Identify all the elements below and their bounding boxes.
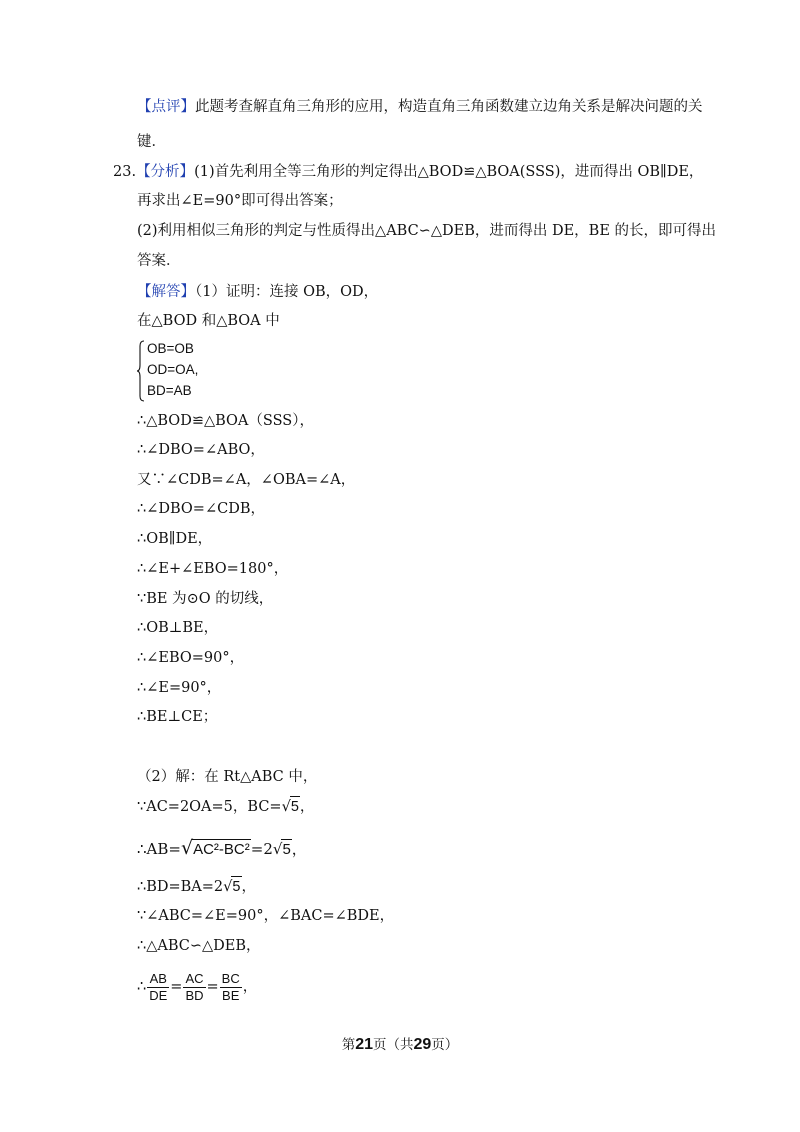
review-text: 此题考查解直角三角形的应用，构造直角三角函数建立边角关系是解决问题的关 <box>195 99 703 115</box>
review-line-2: 键． <box>137 134 166 150</box>
fraction <box>183 971 205 1004</box>
denominator: DE <box>149 987 168 1003</box>
analysis-line-4: 答案． <box>137 253 181 269</box>
brace-icon <box>137 340 145 402</box>
step-line: ∴∠EBO=90°， <box>137 650 245 666</box>
punct: ， <box>242 979 258 995</box>
review-tag: 【点评】 <box>137 99 195 115</box>
analysis-line-3: (2)利用相似三角形的判定与性质得出△ABC∽△DEB，进而得出 DE，BE 的长，即可得出 <box>137 223 717 239</box>
page-footer <box>0 1033 800 1054</box>
solution-line-2: 在△BOD 和△BOA 中 <box>137 313 280 329</box>
fraction <box>220 971 242 1004</box>
part2-l3-text: ∴BD=BA=2 <box>137 879 224 895</box>
sqrt-expression: √5 <box>282 796 300 817</box>
radicand: 5 <box>290 796 300 817</box>
step-line: ∵BE 为⊙O 的切线， <box>137 591 274 607</box>
punct: ， <box>299 799 315 815</box>
step-line: ∴∠DBO=∠ABO， <box>137 442 265 458</box>
part2-l2-text: ∴AB= <box>137 840 181 858</box>
denominator: BD <box>185 987 204 1003</box>
total-pages: 29 <box>413 1036 432 1053</box>
equals-sign: = <box>170 979 183 995</box>
radicand: 5 <box>282 841 291 858</box>
punct: ， <box>291 840 307 858</box>
step-line: ∴△BOD≌△BOA（SSS）， <box>137 413 314 429</box>
analysis-tag: 【分析】 <box>136 164 195 180</box>
part2-l2-mid: =2 <box>250 840 273 858</box>
sqrt-expression: √AC²-BC² <box>180 837 250 859</box>
part2-l1-text: ∵AC=2OA=5，BC= <box>137 799 282 815</box>
equals-sign: = <box>206 979 219 995</box>
step-line: ∴∠E=90°， <box>137 680 222 696</box>
part2-line-2 <box>137 838 307 860</box>
sqrt-expression: √5 <box>272 840 291 858</box>
numerator: AC <box>185 970 204 986</box>
step-line: ∴∠E+∠EBO=180°， <box>137 561 289 577</box>
radicand: AC²-BC² <box>193 841 250 858</box>
analysis-line-1 <box>113 162 703 182</box>
review-line-1 <box>137 97 703 117</box>
fraction <box>147 971 169 1004</box>
footer-text: 页） <box>431 1037 459 1053</box>
part2-heading: （2）解：在 Rt△ABC 中， <box>137 769 318 785</box>
question-number: 23. <box>113 164 137 180</box>
system-row-3: BD=AB <box>147 383 192 398</box>
solution-text-1: （1）证明：连接 OB，OD， <box>195 284 379 300</box>
therefore-symbol: ∴ <box>137 979 147 995</box>
solution-tag: 【解答】 <box>137 284 195 300</box>
system-row-2: OD=OA, <box>147 362 199 377</box>
part2-line-3 <box>137 876 256 897</box>
step-line: ∴OB∥DE， <box>137 531 213 547</box>
numerator: BC <box>221 970 240 986</box>
analysis-line-2: 再求出∠E=90°即可得出答案； <box>137 193 343 209</box>
step-line: ∴∠DBO=∠CDB， <box>137 501 265 517</box>
radicand: 5 <box>231 876 241 897</box>
part2-line-1 <box>137 796 314 817</box>
analysis-text-1: (1)首先利用全等三角形的判定得出△BOD≌△BOA(SSS)，进而得出 OB∥DE， <box>194 164 704 180</box>
part2-line-5: ∴△ABC∽△DEB， <box>137 938 261 954</box>
equation-system <box>137 340 207 402</box>
part2-line-4: ∵∠ABC=∠E=90°，∠BAC=∠BDE， <box>137 908 395 924</box>
step-line: ∴BE⊥CE； <box>137 709 218 725</box>
footer-text: 页（共 <box>373 1037 414 1053</box>
sqrt-expression: √5 <box>223 876 241 897</box>
part2-line-6 <box>137 968 257 1006</box>
step-line: 又∵∠CDB=∠A，∠OBA=∠A， <box>137 472 356 488</box>
page-number: 21 <box>355 1036 373 1053</box>
punct: ， <box>241 879 256 895</box>
step-line: ∴OB⊥BE， <box>137 620 219 636</box>
system-row-1: OB=OB <box>147 341 194 356</box>
solution-line-1 <box>137 282 378 302</box>
denominator: BE <box>222 987 240 1003</box>
footer-text: 第 <box>341 1037 356 1053</box>
numerator: AB <box>147 971 169 988</box>
